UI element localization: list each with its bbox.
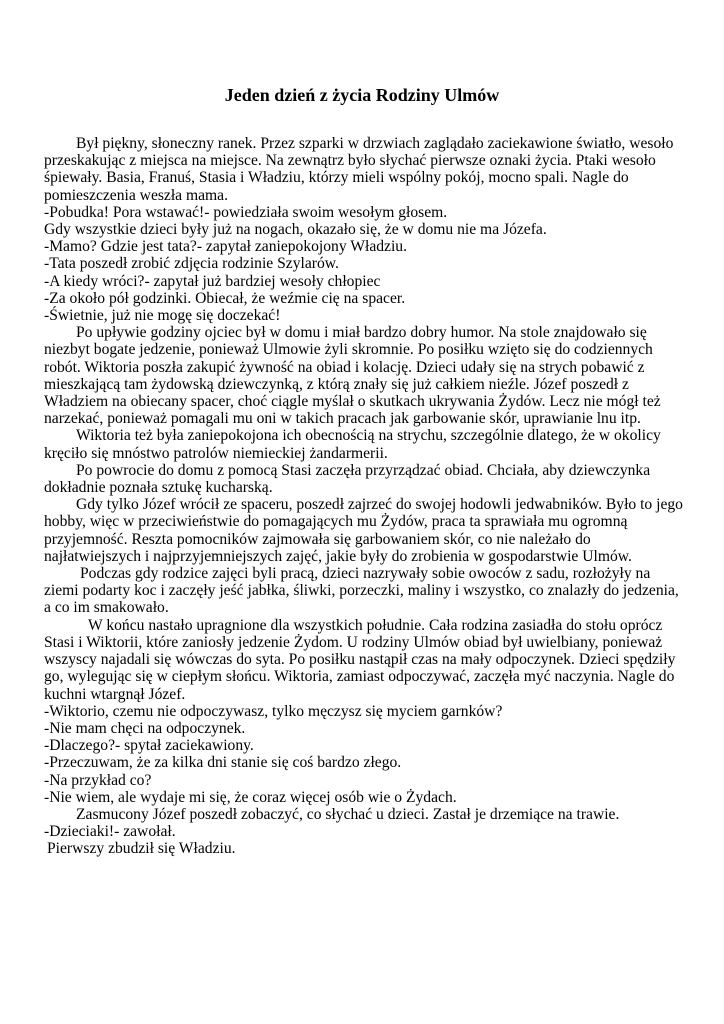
paragraph: Pierwszy zbudził się Władziu. xyxy=(47,840,236,858)
dialogue-line: -Dlaczego?- spytał zaciekawiony. xyxy=(44,737,254,755)
paragraph: Gdy tylko Józef wrócił ze spaceru, poszedł zajrzeć do swojej hodowli jedwabników. Było to jego hobby, więc w przeciwieństwie do pomagających mu Żydów, praca ta sprawiała mu ogromną przyjemność. Reszta pomocników zajmowała się garbowaniem skór, co nie należało do najłatwiejszych i najprzyjemniejszych zajęć, jakie były do zrobienia w gospodarstwie Ulmów. xyxy=(44,496,683,565)
paragraph: Gdy wszystkie dzieci były już na nogach, okazało się, że w domu nie ma Józefa. xyxy=(44,221,547,239)
paragraph: Był piękny, słoneczny ranek. Przez szparki w drzwiach zaglądało zaciekawione światło, wesoło przeskakując z miejsca na miejsce. Na zewnątrz było słychać pierwsze oznaki życia. Ptaki wesoło śpiewały. Basia, Franuś, Stasia i Władziu, którzy mieli wspólny pokój, mocno spali. Nagle do pomieszczenia weszła mama. xyxy=(44,135,674,204)
paragraph: Podczas gdy rodzice zajęci byli pracą, dzieci nazrywały sobie owoców z sadu, rozłożyły na ziemi podarty koc i zaczęły jeść jabłka, śliwki, porzeczki, maliny i wszystko, co znalazły do jedzenia, a co im smakowało. xyxy=(44,565,679,617)
dialogue-line: -Nie wiem, ale wydaje mi się, że coraz więcej osób wie o Żydach. xyxy=(44,788,457,806)
dialogue-line: -Tata poszedł zrobić zdjęcia rodzinie Szylarów. xyxy=(44,255,339,273)
paragraph: Wiktoria też była zaniepokojona ich obecnością na strychu, szczególnie dlatego, że w okolicy kręciło się mnóstwo patrolów niemieckiej żandarmerii. xyxy=(44,427,661,462)
dialogue-line: -Pobudka! Pora wstawać!- powiedziała swoim wesołym głosem. xyxy=(44,203,448,221)
document-title: Jeden dzień z życia Rodziny Ulmów xyxy=(224,85,500,105)
paragraph: Zasmucony Józef poszedł zobaczyć, co słychać u dzieci. Zastał je drzemiące na trawie. xyxy=(76,805,620,823)
dialogue-line: -Na przykład co? xyxy=(44,771,152,789)
dialogue-line: -Za około pół godzinki. Obiecał, że weźmie cię na spacer. xyxy=(44,289,406,307)
dialogue-line: -A kiedy wróci?- zapytał już bardziej wesoły chłopiec xyxy=(44,272,381,290)
dialogue-line: -Przeczuwam, że za kilka dni stanie się coś bardzo złego. xyxy=(44,754,402,772)
paragraph: Po powrocie do domu z pomocą Stasi zaczęła przyrządzać obiad. Chciała, aby dziewczynka dokładnie poznała sztukę kucharską. xyxy=(44,461,651,497)
dialogue-line: -Świetnie, już nie mogę się doczekać! xyxy=(44,307,281,325)
paragraph: W końcu nastało upragnione dla wszystkich południe. Cała rodzina zasiadła do stołu oprócz Stasi i Wiktorii, które zaniosły jedzenie Żydom. U rodziny Ulmów obiad był uwielbiany, ponieważ wszyscy najadali się wówczas do syta. Po posiłku nastąpił czas na mały odpoczynek. Dzieci spędziły go, wylegując się w ciepłym słońcu. Wiktoria, zamiast odpoczywać, zaczęła myć naczynia. Nagle do kuchni wtargnął Józef. xyxy=(44,616,676,703)
dialogue-line: -Nie mam chęci na odpoczynek. xyxy=(44,719,246,737)
dialogue-line: -Dzieciaki!- zawołał. xyxy=(44,823,176,841)
document-body xyxy=(44,135,684,858)
dialogue-line: -Wiktorio, czemu nie odpoczywasz, tylko męczysz się myciem garnków? xyxy=(44,702,503,720)
paragraph: Po upływie godziny ojciec był w domu i miał bardzo dobry humor. Na stole znajdowało się niezbyt bogate jedzenie, ponieważ Ulmowie żyli skromnie. Po posiłku wzięto się do codziennych robót. Wiktoria poszła zakupić żywność na obiad i kolację. Dzieci udały się na strych pobawić z mieszkającą tam żydowską dziewczynką, z którą znały się już całkiem nieźle. Józef poszedł z Władziem na obiecany spacer, choć ciągle myślał o skutkach ukrywania Żydów. Lecz nie mógł też narzekać, ponieważ pomagali mu oni w takich pracach jak garbowanie skór, uprawianie lnu itp. xyxy=(44,324,661,428)
dialogue-line: -Mamo? Gdzie jest tata?- zapytał zaniepokojony Władziu. xyxy=(44,238,407,256)
